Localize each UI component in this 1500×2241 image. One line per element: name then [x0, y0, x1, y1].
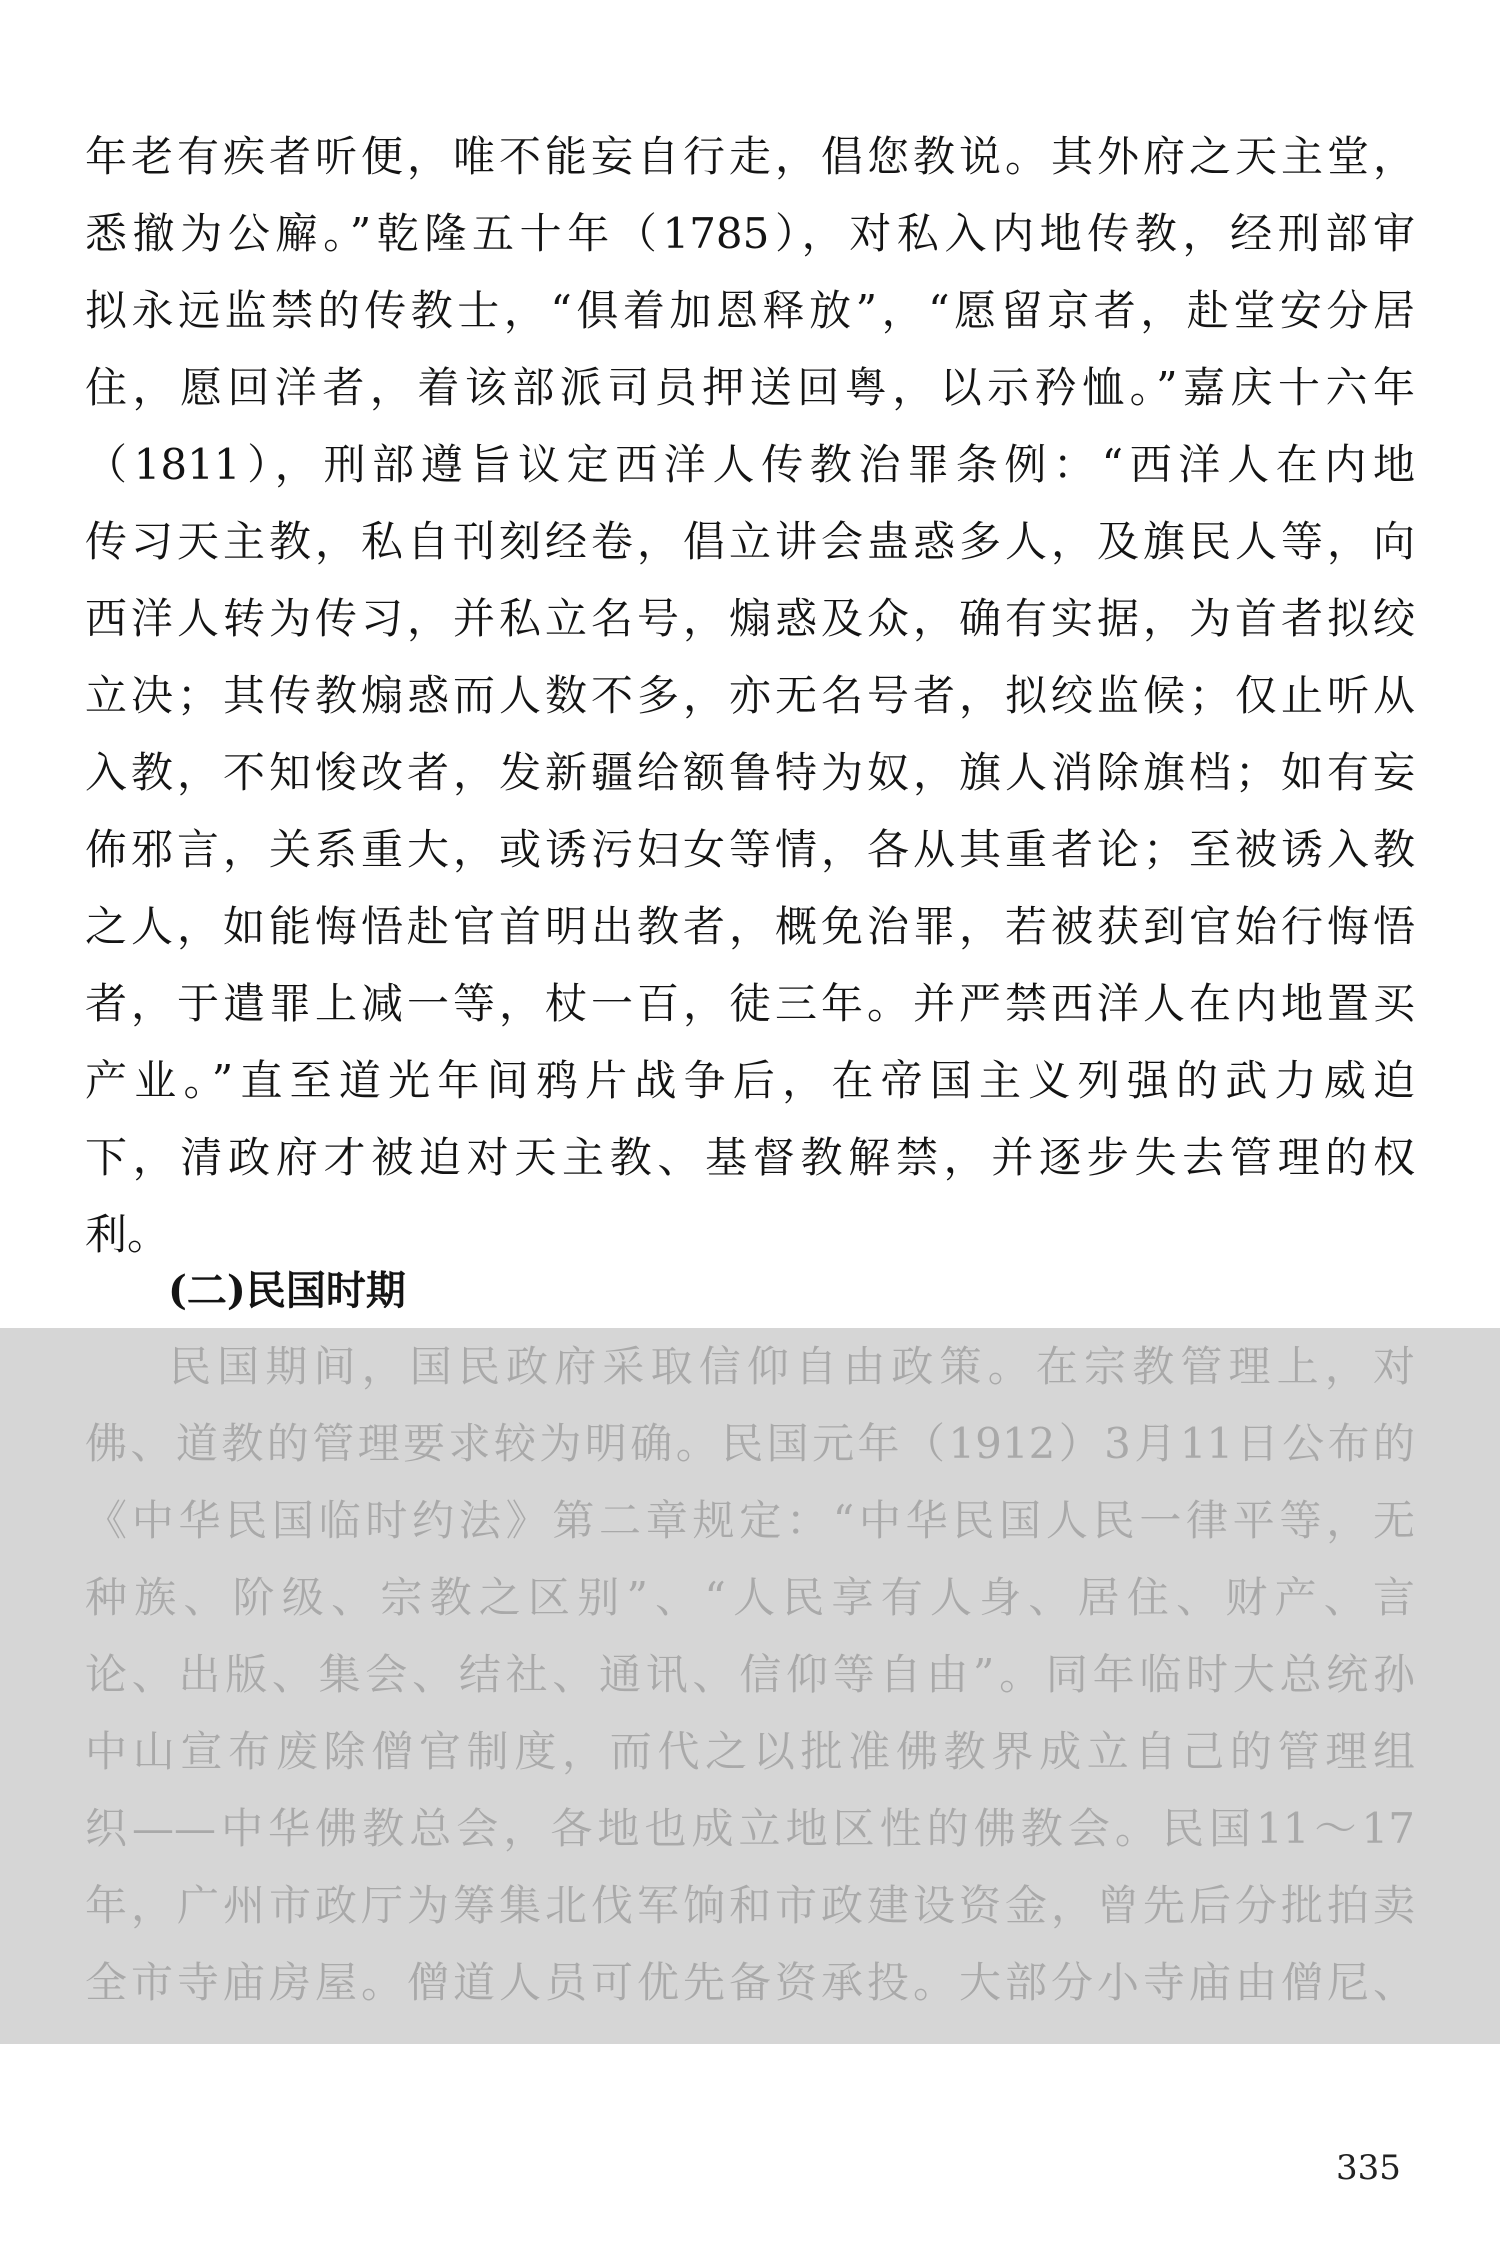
text-line: 全市寺庙房屋。僧道人员可优先备资承投。大部分小寺庙由僧尼、: [85, 1958, 1415, 2007]
text-line: 传习天主教，私自刊刻经卷，倡立讲会蛊惑多人，及旗民人等，向: [85, 517, 1415, 566]
text-line: 利。: [85, 1210, 170, 1259]
text-line: 住，愿回洋者，着该部派司员押送回粤，以示矜恤。”嘉庆十六年: [85, 363, 1415, 412]
text-line: 中山宣布废除僧官制度，而代之以批准佛教界成立自己的管理组: [85, 1727, 1415, 1776]
text-line: 之人，如能悔悟赴官首明出教者，概免治罪，若被获到官始行悔悟: [85, 902, 1415, 951]
text-line: 佛、道教的管理要求较为明确。民国元年（1912）3月11日公布的: [85, 1419, 1415, 1468]
text-line: 者，于遣罪上减一等，杖一百，徒三年。并严禁西洋人在内地置买: [85, 979, 1415, 1028]
text-line: 种族、阶级、宗教之区别”、“人民享有人身、居住、财产、言: [85, 1573, 1415, 1622]
section-heading: (二)民国时期: [168, 1267, 406, 1314]
page-number: 335: [1336, 2148, 1401, 2188]
text-line: 论、出版、集会、结社、通讯、信仰等自由”。同年临时大总统孙: [85, 1650, 1415, 1699]
text-line: 民国期间，国民政府采取信仰自由政策。在宗教管理上，对: [169, 1342, 1415, 1391]
paragraph-qing-policy: [85, 118, 1415, 1273]
text-line: （1811），刑部遵旨议定西洋人传教治罪条例：“西洋人在内地: [85, 440, 1415, 489]
text-line: 立决；其传教煽惑而人数不多，亦无名号者，拟绞监候；仅止听从: [85, 671, 1415, 720]
text-line: 西洋人转为传习，并私立名号，煽惑及众，确有实据，为首者拟绞: [85, 594, 1415, 643]
text-line: 产业。”直至道光年间鸦片战争后，在帝国主义列强的武力威迫: [85, 1056, 1415, 1105]
text-line: 下，清政府才被迫对天主教、基督教解禁，并逐步失去管理的权: [85, 1133, 1415, 1182]
paragraph-republic-policy: [85, 1328, 1415, 2021]
text-line: 织——中华佛教总会，各地也成立地区性的佛教会。民国11～17: [85, 1804, 1415, 1853]
text-line: 年老有疾者听便，唯不能妄自行走，倡您教说。其外府之天主堂，: [85, 132, 1415, 181]
text-line: 佈邪言，关系重大，或诱污妇女等情，各从其重者论；至被诱入教: [85, 825, 1415, 874]
text-line: 入教，不知悛改者，发新疆给额鲁特为奴，旗人消除旗档；如有妄: [85, 748, 1415, 797]
text-line: 拟永远监禁的传教士，“俱着加恩释放”，“愿留京者，赴堂安分居: [85, 286, 1415, 335]
text-line: 年，广州市政厅为筹集北伐军饷和市政建设资金，曾先后分批拍卖: [85, 1881, 1415, 1930]
text-line: 《中华民国临时约法》第二章规定：“中华民国人民一律平等，无: [85, 1496, 1415, 1545]
text-line: 悉撤为公廨。”乾隆五十年（1785），对私入内地传教，经刑部审: [85, 209, 1415, 258]
